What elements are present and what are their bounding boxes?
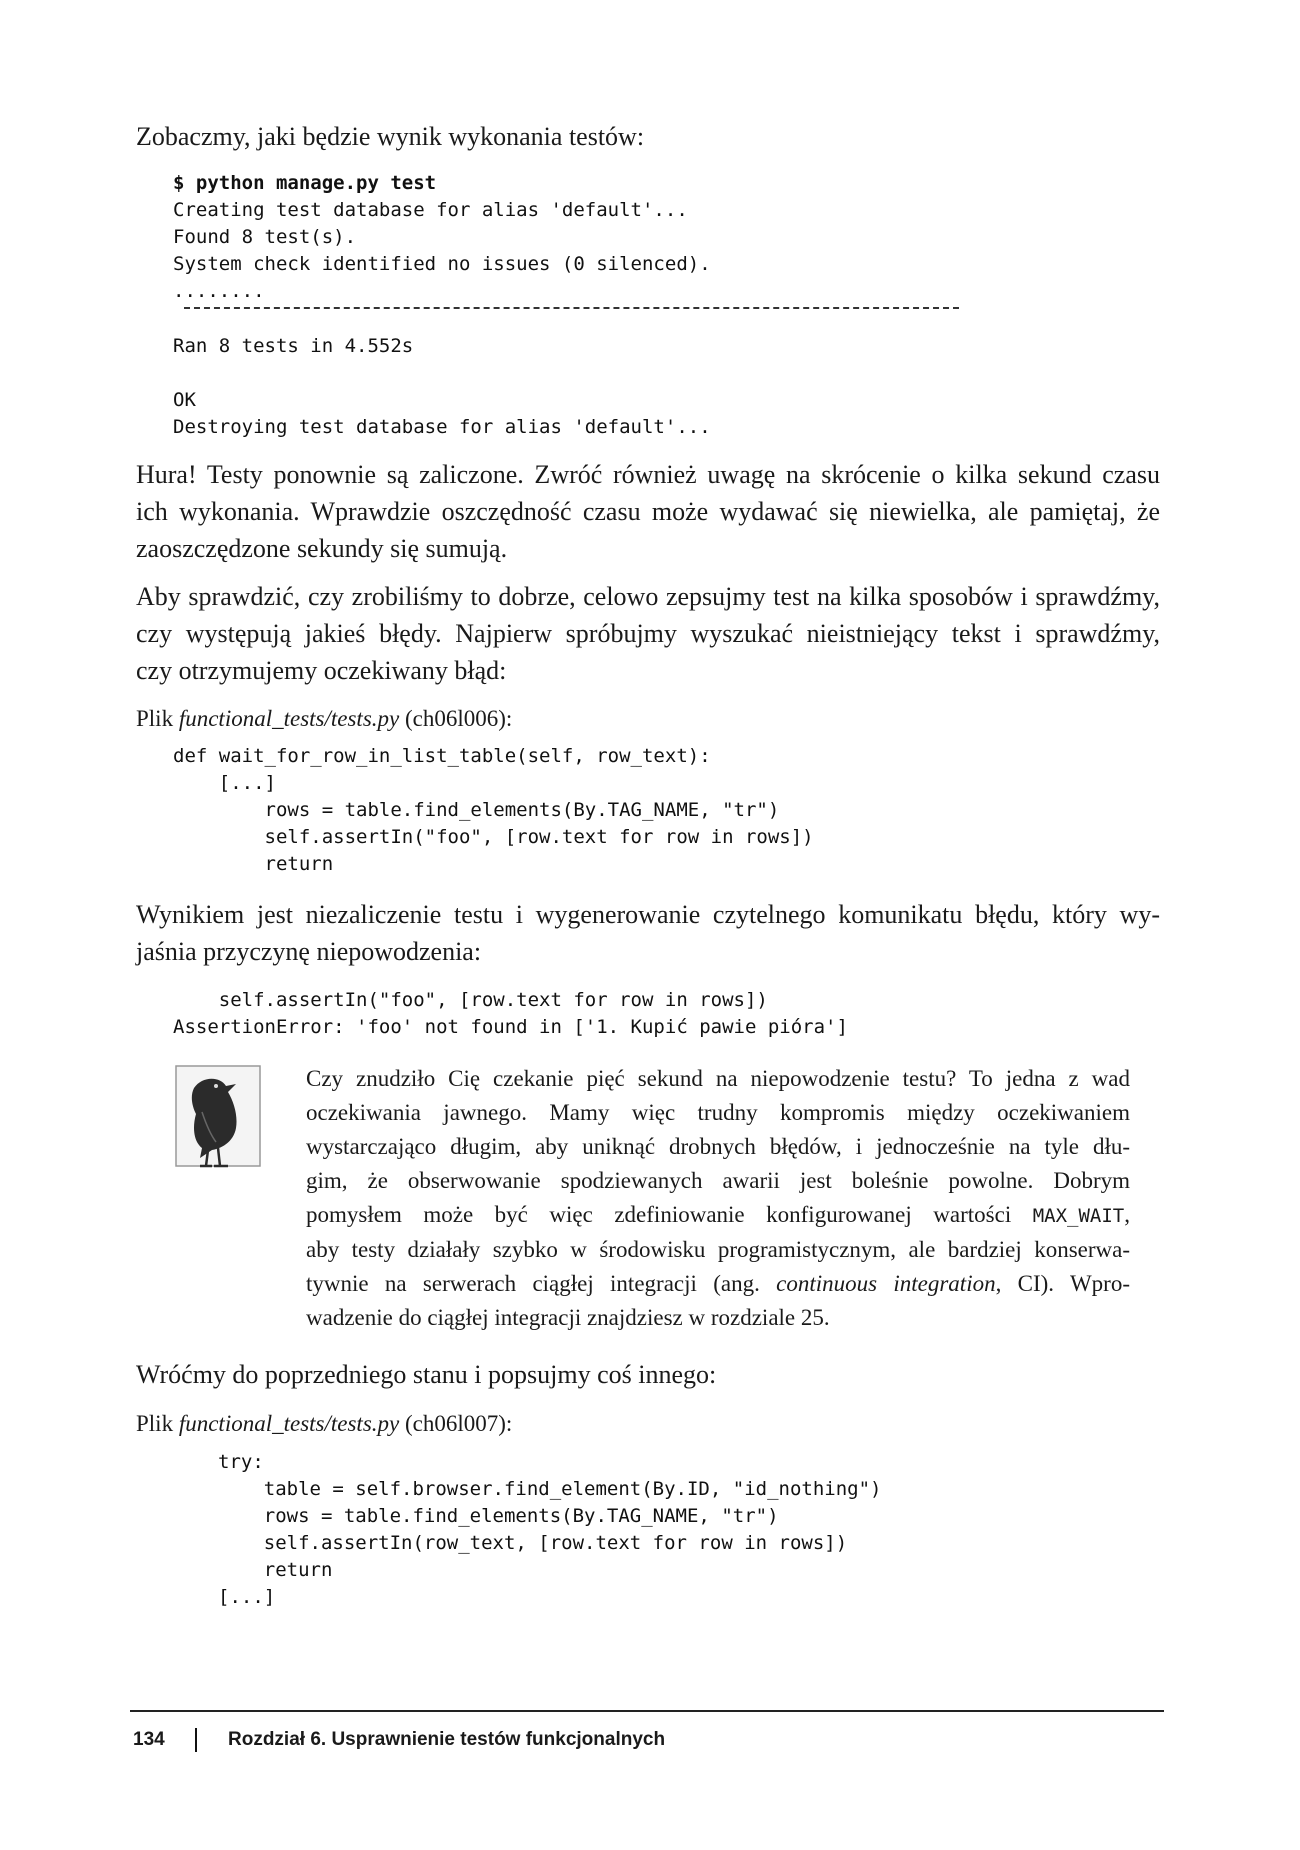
page-number: 134 xyxy=(133,1729,165,1751)
note-line xyxy=(306,1198,1130,1233)
file-prefix: Plik xyxy=(136,1411,179,1436)
note-text: tywnie na serwerach ciągłej integracji (ang. xyxy=(306,1271,777,1296)
note-text: , CI). Wpro- xyxy=(995,1271,1130,1296)
paragraph-sprawdzic xyxy=(136,578,1160,689)
note-line: oczekiwania jawnego. Mamy więc trudny kompromis między oczekiwaniem xyxy=(306,1100,1130,1125)
note-box xyxy=(306,1062,1130,1335)
terminal-output-1 xyxy=(173,170,711,305)
inline-code: MAX_WAIT xyxy=(1032,1205,1125,1227)
output-line: Found 8 test(s). xyxy=(173,226,357,248)
file-prefix: Plik xyxy=(136,706,179,731)
note-text: pomysłem może być więc zdefiniowanie konfigurowanej wartości xyxy=(306,1202,1033,1227)
para-line: czy występują jakieś błędy. Najpierw spróbujmy wyszukać nieistniejący tekst i sprawdźmy, xyxy=(136,619,1160,648)
output-line: Destroying test database for alias 'default'... xyxy=(173,416,711,438)
code-line: def wait_for_row_in_list_table(self, row_text): xyxy=(173,745,711,767)
error-output xyxy=(173,987,848,1041)
output-line: Creating test database for alias 'default'... xyxy=(173,199,688,221)
output-line: OK xyxy=(173,389,196,411)
note-term: continuous integration xyxy=(776,1271,996,1296)
comma: , xyxy=(1124,1202,1130,1227)
dash-separator xyxy=(184,307,959,309)
para-line: jaśnia przyczynę niepowodzenia: xyxy=(136,937,482,966)
note-line: aby testy działały szybko w środowisku programistycznym, ale bardziej konserwa- xyxy=(306,1237,1130,1262)
note-line: wadzenie do ciągłej integracji znajdziesz w rozdziale 25. xyxy=(306,1305,830,1330)
file-caption-1 xyxy=(136,704,512,734)
intro-paragraph: Zobaczmy, jaki będzie wynik wykonania testów: xyxy=(136,122,645,151)
code-listing-2 xyxy=(218,1449,881,1611)
note-line: gim, że obserwowanie spodziewanych awarii jest boleśnie powolne. Dobrym xyxy=(306,1168,1130,1193)
file-tag: (ch06l007): xyxy=(399,1411,513,1436)
file-path: functional_tests/tests.py xyxy=(178,706,400,731)
shell-command: $ python manage.py test xyxy=(173,172,437,194)
code-line: self.assertIn(row_text, [row.text for row in rows]) xyxy=(218,1532,848,1554)
output-line: System check identified no issues (0 silenced). xyxy=(173,253,711,275)
code-line: return xyxy=(173,853,334,875)
chapter-title: Rozdział 6. Usprawnienie testów funkcjonalnych xyxy=(228,1729,666,1751)
file-caption-2 xyxy=(136,1409,512,1439)
para-line: zaoszczędzone sekundy się sumują. xyxy=(136,534,508,563)
code-line: self.assertIn("foo", [row.text for row in rows]) xyxy=(173,989,768,1011)
code-line: rows = table.find_elements(By.TAG_NAME, "tr") xyxy=(173,799,780,821)
paragraph-wrocmy: Wróćmy do poprzedniego stanu i popsujmy coś innego: xyxy=(136,1360,717,1389)
code-line: self.assertIn("foo", [row.text for row in rows]) xyxy=(173,826,814,848)
para-line: ich wykonania. Wprawdzie oszczędność czasu może wydawać się niewielka, ale pamiętaj, że xyxy=(136,497,1160,526)
para-line: Aby sprawdzić, czy zrobiliśmy to dobrze, celowo zepsujmy test na kilka sposobów i sprawdźmy, xyxy=(136,582,1160,611)
code-line: table = self.browser.find_element(By.ID, "id_nothing") xyxy=(218,1478,882,1500)
page-footer xyxy=(133,1728,665,1752)
file-path: functional_tests/tests.py xyxy=(178,1411,400,1436)
output-line: Ran 8 tests in 4.552s xyxy=(173,335,414,357)
code-line: try: xyxy=(218,1451,264,1473)
para-line: czy otrzymujemy oczekiwany błąd: xyxy=(136,656,507,685)
footer-divider xyxy=(195,1728,197,1752)
para-line: Hura! Testy ponownie są zaliczone. Zwróć również uwagę na skrócenie o kilka sekund czasu xyxy=(136,460,1160,489)
code-line: rows = table.find_elements(By.TAG_NAME, "tr") xyxy=(218,1505,779,1527)
output-line: ........ xyxy=(173,280,265,302)
code-listing-1 xyxy=(173,743,814,878)
code-line: [...] xyxy=(218,1586,276,1608)
paragraph-wynikiem xyxy=(136,896,1160,970)
note-line xyxy=(306,1267,1130,1301)
note-line: Czy znudziło Cię czekanie pięć sekund na niepowodzenie testu? To jedna z wad xyxy=(306,1066,1130,1091)
paragraph-hura xyxy=(136,456,1160,567)
terminal-output-2 xyxy=(173,333,711,441)
para-line: Wynikiem jest niezaliczenie testu i wygenerowanie czytelnego komunikatu błędu, który wy- xyxy=(136,900,1160,929)
footer-rule xyxy=(130,1710,1164,1712)
code-line: [...] xyxy=(173,772,276,794)
output-line xyxy=(173,360,711,387)
code-line: return xyxy=(218,1559,333,1581)
code-line: AssertionError: 'foo' not found in ['1. Kupić pawie pióra'] xyxy=(173,1016,848,1038)
file-tag: (ch06l006): xyxy=(399,706,513,731)
note-line: wystarczająco długim, aby uniknąć drobnych błędów, i jednocześnie na tyle dłu- xyxy=(306,1134,1130,1159)
crow-note-icon xyxy=(172,1062,264,1176)
